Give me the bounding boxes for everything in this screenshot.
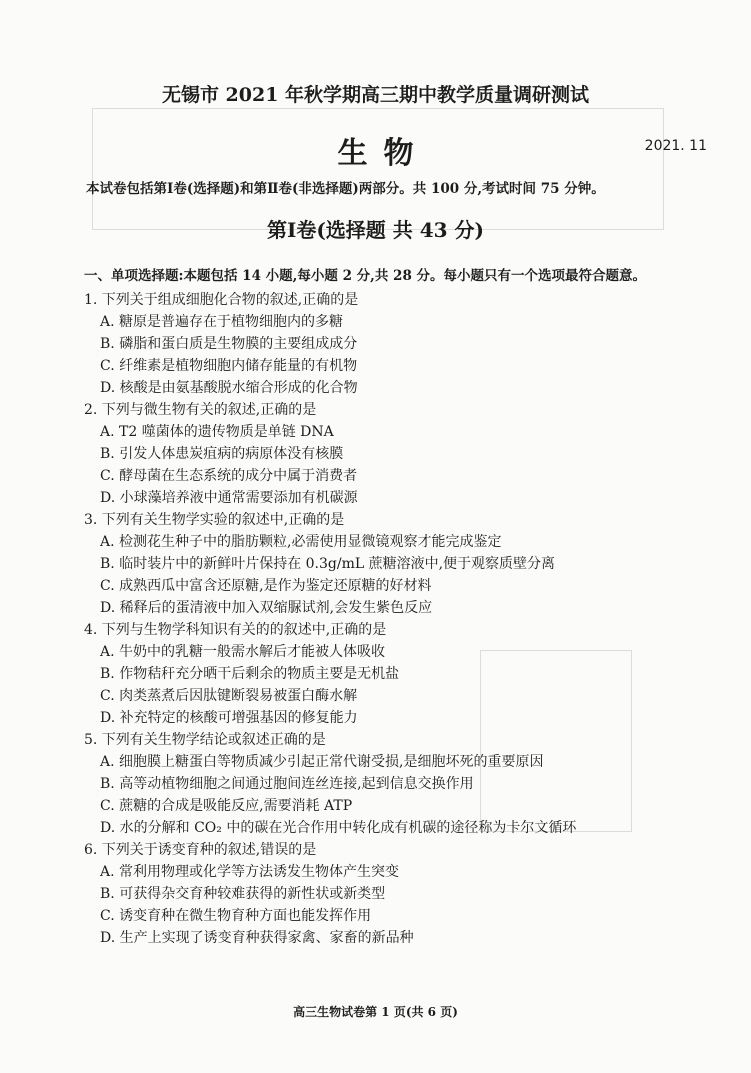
option-c: C. 成熟西瓜中富含还原糖,是作为鉴定还原糖的好材料 <box>100 578 432 594</box>
question-1 <box>84 289 724 399</box>
option-c: C. 蔗糖的合成是吸能反应,需要消耗 ATP <box>100 798 353 814</box>
option-d: D. 稀释后的蛋清液中加入双缩脲试剂,会发生紫色反应 <box>100 600 433 616</box>
section-title: 第Ⅰ卷(选择题 共 43 分) <box>266 218 484 242</box>
option-d: D. 补充特定的核酸可增强基因的修复能力 <box>100 710 358 726</box>
question-stem: 2. 下列与微生物有关的叙述,正确的是 <box>84 402 317 418</box>
question-stem: 3. 下列有关生物学实验的叙述中,正确的是 <box>84 512 345 528</box>
exam-date: 2021. 11 <box>644 138 707 154</box>
question-stem: 6. 下列关于诱变育种的叙述,错误的是 <box>84 842 317 858</box>
section-instruction: 一、单项选择题:本题包括 14 小题,每小题 2 分,共 28 分。每小题只有一个选项最符合题意。 <box>84 268 647 284</box>
option-b: B. 作物秸秆充分晒干后剩余的物质主要是无机盐 <box>100 666 400 682</box>
option-d: D. 生产上实现了诱变育种获得家禽、家畜的新品种 <box>100 930 414 946</box>
question-5 <box>84 729 724 839</box>
question-2 <box>84 399 724 509</box>
option-c: C. 纤维素是植物细胞内储存能量的有机物 <box>100 358 358 374</box>
page-footer: 高三生物试卷第 1 页(共 6 页) <box>293 1005 458 1019</box>
question-stem: 1. 下列关于组成细胞化合物的叙述,正确的是 <box>84 292 359 308</box>
exam-title: 无锡市 2021 年秋学期高三期中教学质量调研测试 <box>161 84 590 106</box>
option-b: B. 引发人体患炭疽病的病原体没有核膜 <box>100 446 344 462</box>
question-stem: 5. 下列有关生物学结论或叙述正确的是 <box>84 732 326 748</box>
option-a: A. 糖原是普遍存在于植物细胞内的多糖 <box>100 314 344 330</box>
question-list <box>84 289 724 949</box>
option-b: B. 磷脂和蛋白质是生物膜的主要组成成分 <box>100 336 358 352</box>
option-c: C. 肉类蒸煮后因肽键断裂易被蛋白酶水解 <box>100 688 358 704</box>
option-a: A. 牛奶中的乳糖一般需水解后才能被人体吸收 <box>100 644 386 660</box>
option-d: D. 水的分解和 CO₂ 中的碳在光合作用中转化成有机碳的途径称为卡尔文循环 <box>100 820 577 836</box>
question-3 <box>84 509 724 619</box>
exam-intro: 本试卷包括第Ⅰ卷(选择题)和第Ⅱ卷(非选择题)两部分。共 100 分,考试时间 75 分钟。 <box>86 181 605 197</box>
question-4 <box>84 619 724 729</box>
question-stem: 4. 下列与生物学科知识有关的的叙述中,正确的是 <box>84 622 387 638</box>
option-c: C. 诱变育种在微生物育种方面也能发挥作用 <box>100 908 372 924</box>
option-b: B. 临时装片中的新鲜叶片保持在 0.3g/mL 蔗糖溶液中,便于观察质壁分离 <box>100 556 556 572</box>
option-d: D. 核酸是由氨基酸脱水缩合形成的化合物 <box>100 380 358 396</box>
option-a: A. 常利用物理或化学等方法诱发生物体产生突变 <box>100 864 400 880</box>
option-b: B. 可获得杂交育种较难获得的新性状或新类型 <box>100 886 386 902</box>
subject-title: 生物 <box>337 136 430 171</box>
option-b: B. 高等动植物细胞之间通过胞间连丝连接,起到信息交换作用 <box>100 776 474 792</box>
option-a: A. 细胞膜上糖蛋白等物质减少引起正常代谢受损,是细胞坏死的重要原因 <box>100 754 544 770</box>
question-6 <box>84 839 724 949</box>
option-a: A. T2 噬菌体的遗传物质是单链 DNA <box>100 424 334 440</box>
option-d: D. 小球藻培养液中通常需要添加有机碳源 <box>100 490 358 506</box>
option-a: A. 检测花生种子中的脂肪颗粒,必需使用显微镜观察才能完成鉴定 <box>100 534 502 550</box>
option-c: C. 酵母菌在生态系统的成分中属于消费者 <box>100 468 358 484</box>
